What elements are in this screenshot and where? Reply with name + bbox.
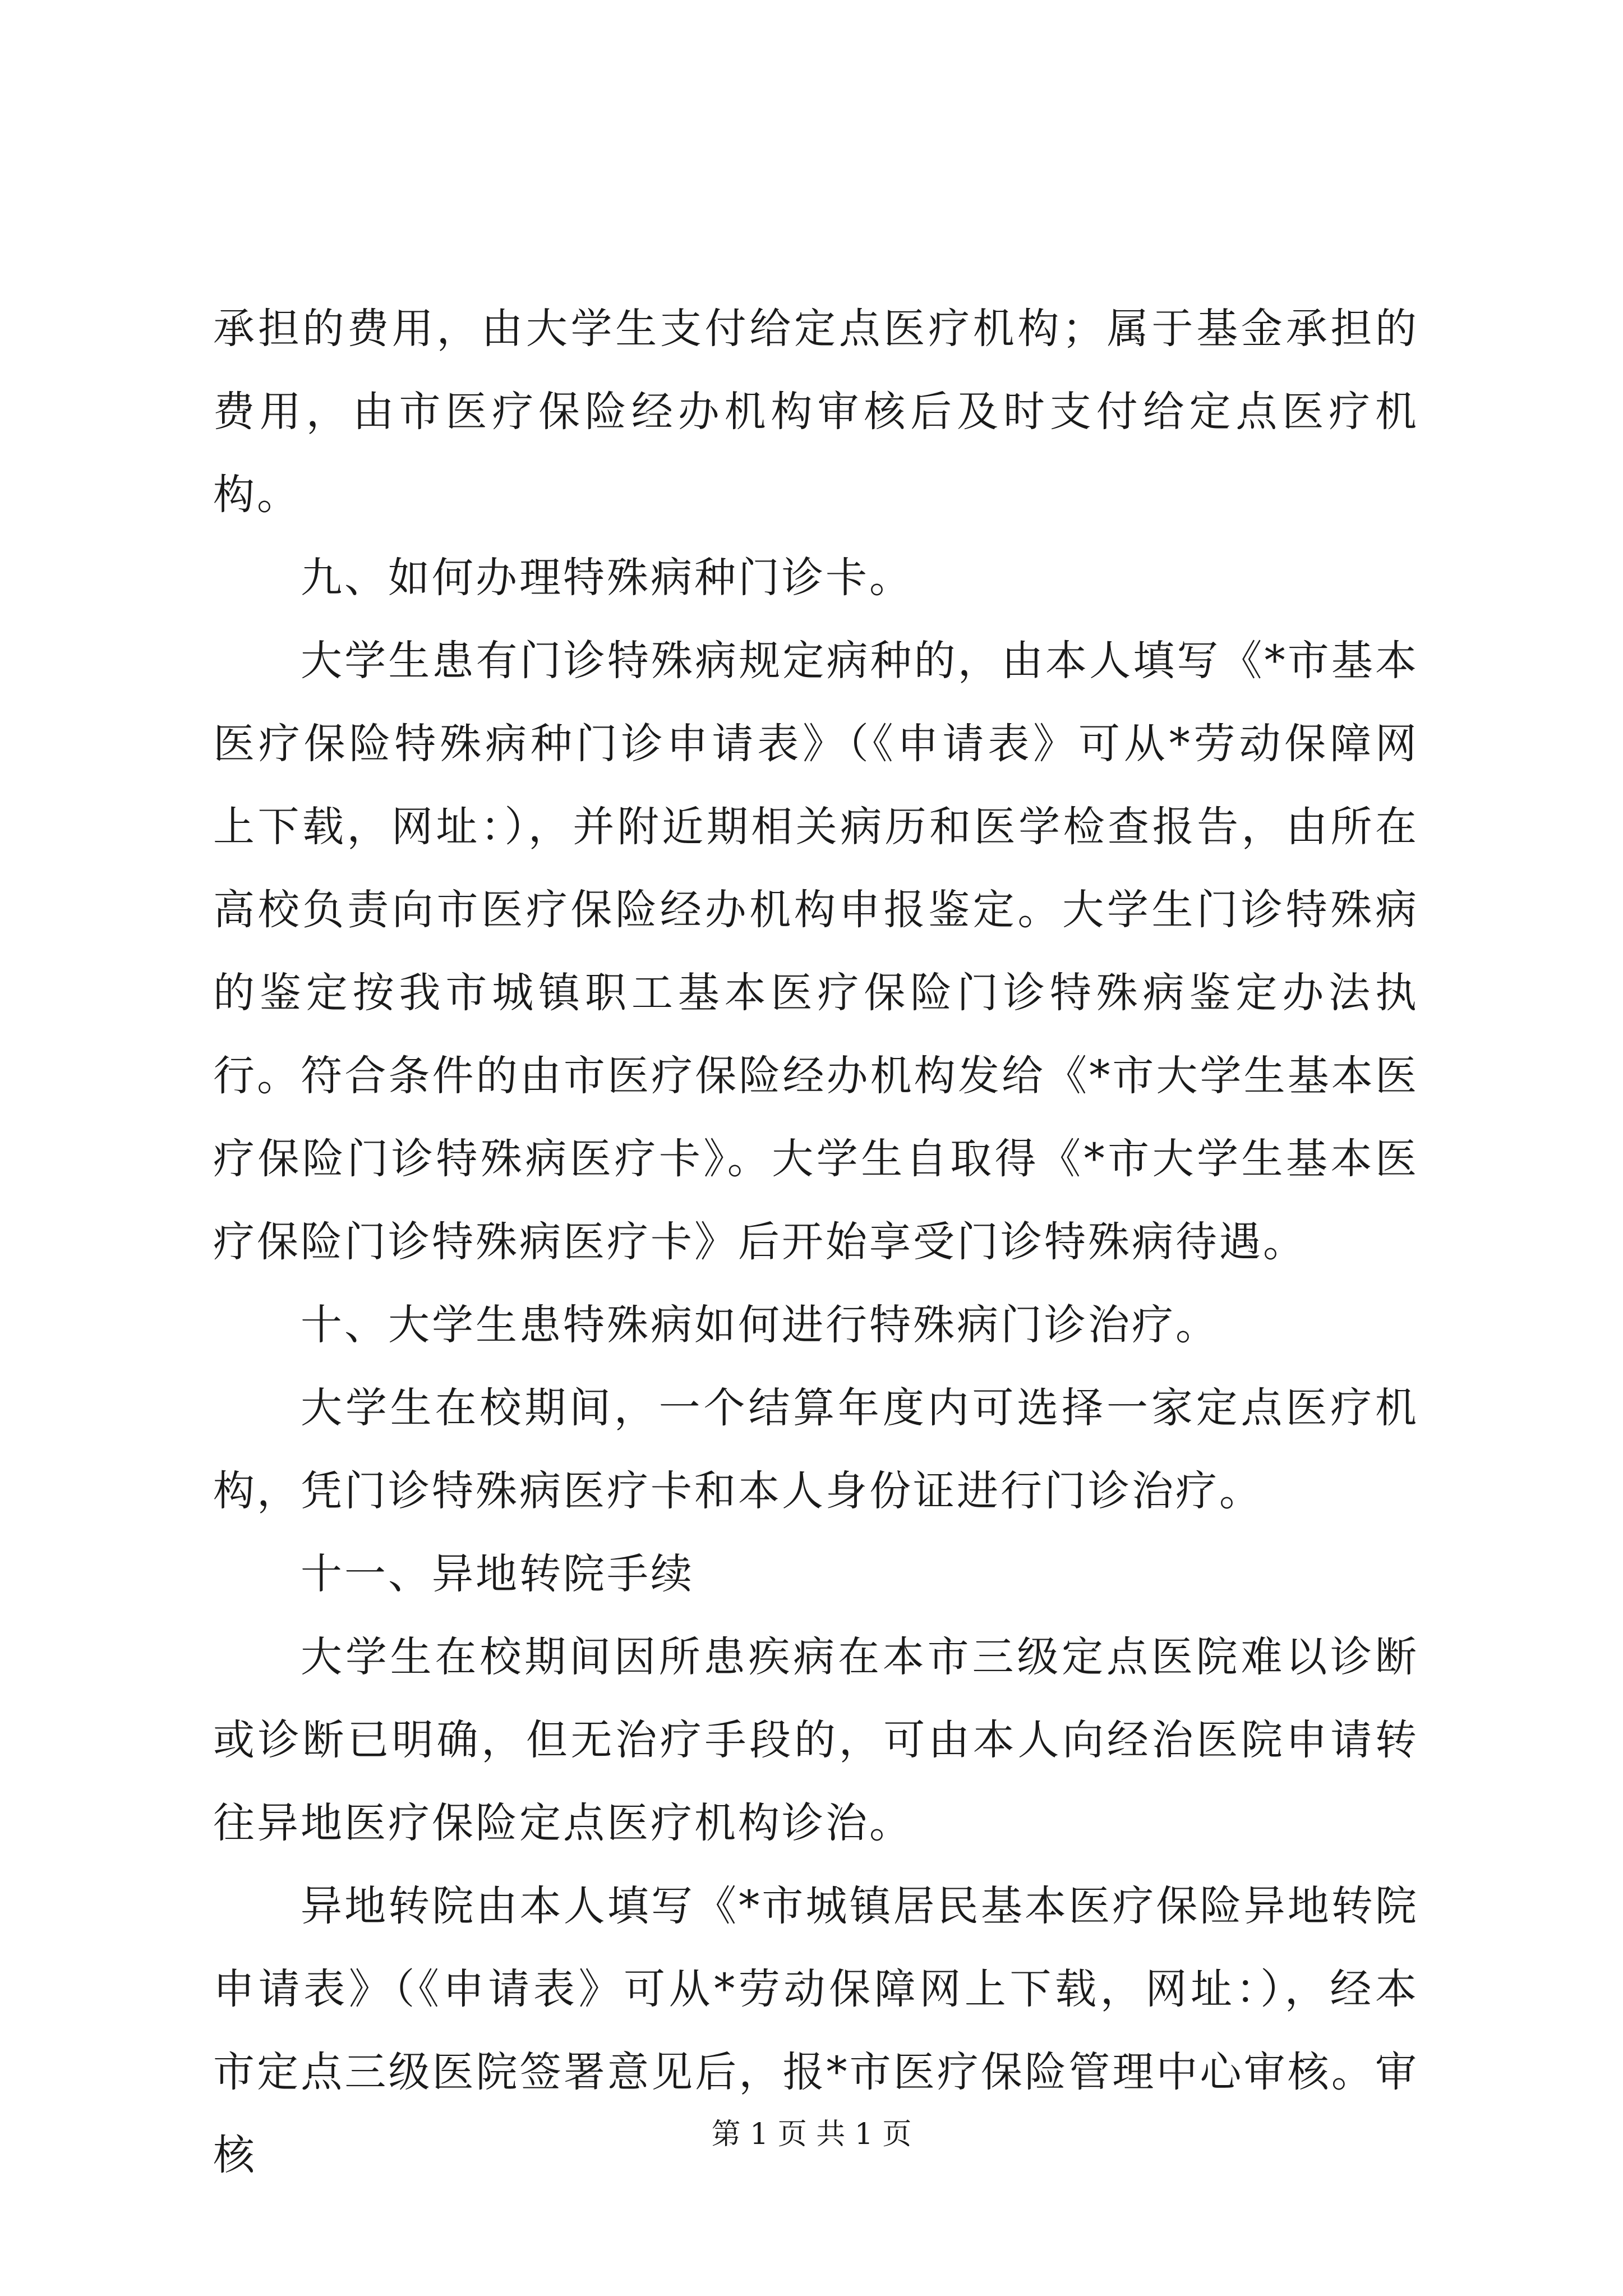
- paragraph-special-disease-card: 大学生患有门诊特殊病规定病种的，由本人填写《*市基本医疗保险特殊病种门诊申请表》（《申请表》可从*劳动保障网上下载，网址：），并附近期相关病历和医学检查报告，由所在高校负责向市医疗保险经办机构申报鉴定。大学生门诊特殊病的鉴定按我市城镇职工基本医疗保险门诊特殊病鉴定办法执行。符合条件的由市医疗保险经办机构发给《*市大学生基本医疗保险门诊特殊病医疗卡》。大学生自取得《*市大学生基本医疗保险门诊特殊病医疗卡》后开始享受门诊特殊病待遇。: [213, 637, 1419, 1266]
- page-number-label: 第 1 页 共 1 页: [711, 2118, 912, 2151]
- paragraph-continuation: 承担的费用，由大学生支付给定点医疗机构；属于基金承担的费用，由市医疗保险经办机构审核后及时支付给定点医疗机构。: [213, 305, 1419, 519]
- document-body: [213, 287, 1419, 2197]
- paragraph-transfer-procedure: 异地转院由本人填写《*市城镇居民基本医疗保险异地转院申请表》（《申请表》可从*劳动保障网上下载，网址：），经本市定点三级医院签署意见后，报*市医疗保险管理中心审核。审核: [213, 1882, 1419, 2179]
- page-footer: [0, 2115, 1623, 2154]
- section-heading-10: 十、大学生患特殊病如何进行特殊病门诊治疗。: [301, 1301, 1219, 1349]
- section-heading-11: 十一、异地转院手续: [301, 1550, 694, 1598]
- paragraph-transfer-conditions: 大学生在校期间因所患疾病在本市三级定点医院难以诊断或诊断已明确，但无治疗手段的，可由本人向经治医院申请转往异地医疗保险定点医疗机构诊治。: [213, 1633, 1419, 1847]
- section-heading-9: 九、如何办理特殊病种门诊卡。: [301, 554, 913, 602]
- paragraph-outpatient-treatment: 大学生在校期间，一个结算年度内可选择一家定点医疗机构，凭门诊特殊病医疗卡和本人身份证进行门诊治疗。: [213, 1384, 1419, 1515]
